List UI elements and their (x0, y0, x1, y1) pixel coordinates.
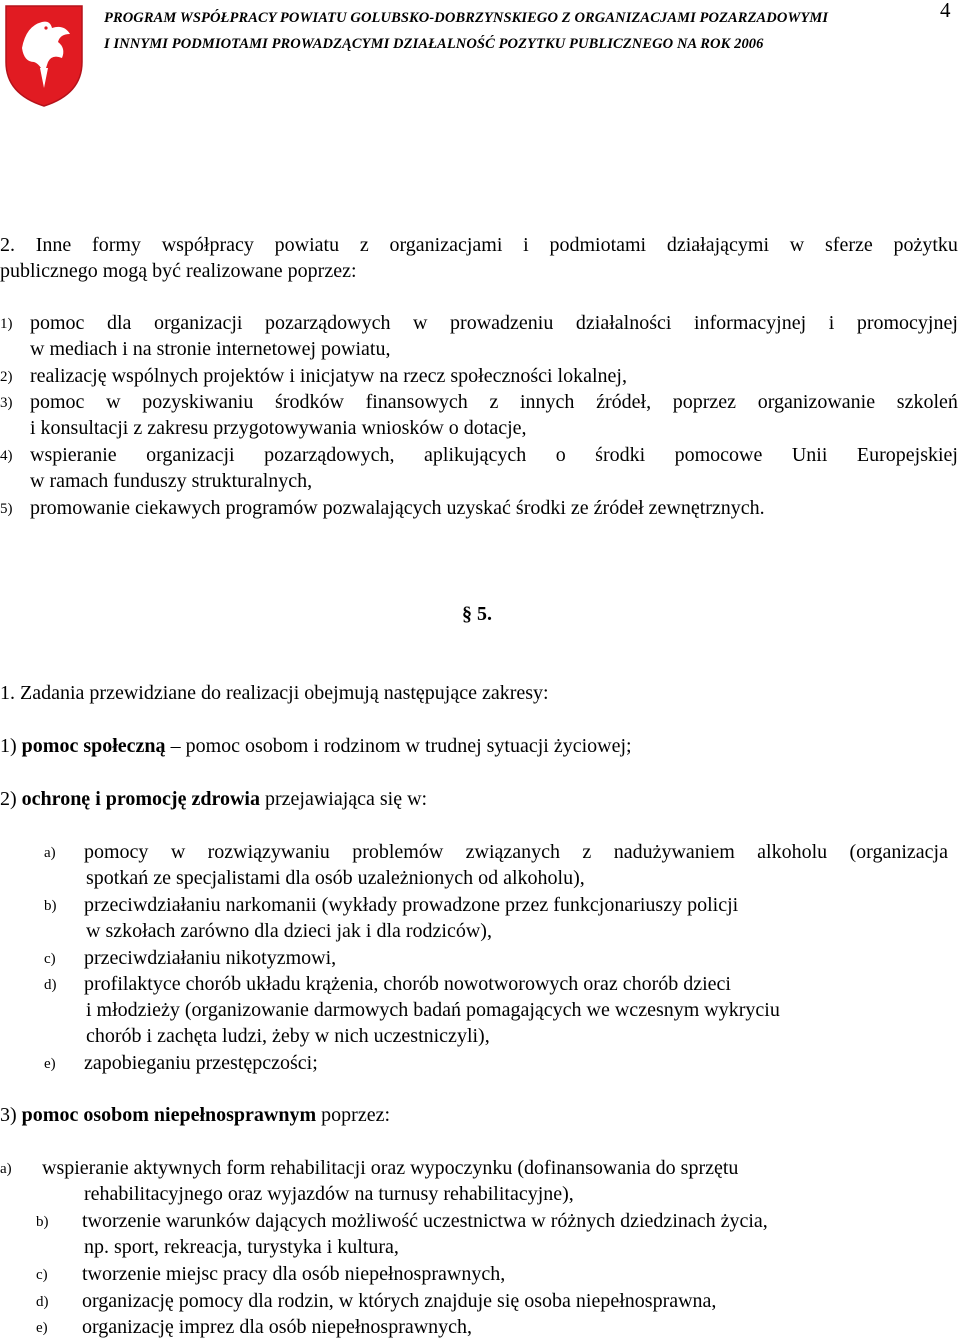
section5-intro: 1. Zadania przewidziane do realizacji obejmują następujące zakresy: (0, 682, 549, 704)
intro-paragraph-line2: publicznego mogą być realizowane poprzez: (0, 260, 357, 282)
sub-item-d-line2: i młodzieży (organizowanie darmowych badań pomagających we wczesnym wykryciu (86, 999, 780, 1021)
list-item-number: 3) (0, 395, 13, 411)
sub-item-d-line1: organizację pomocy dla rodzin, w których znajduje się osoba niepełnosprawna, (82, 1290, 717, 1312)
sub-item-letter: b) (36, 1214, 49, 1230)
sub-item-b-line2: np. sport, rekreacja, turystyka i kultura, (84, 1236, 399, 1258)
sub-item-letter: d) (36, 1294, 49, 1310)
area-title: pomoc społeczną (21, 735, 166, 757)
sub-item-a-line1: pomocy w rozwiązywaniu problemów związanych z nadużywaniem alkoholu (organizacja (84, 841, 948, 863)
area-description: przejawiająca się w: (259, 788, 428, 810)
sub-item-e-line1: organizację imprez dla osób niepełnosprawnych, (82, 1316, 473, 1338)
sub-item-d-line3: chorób i zachęta ludzi, żeby w nich uczestniczyli), (86, 1025, 490, 1047)
list-item-3-line1: pomoc w pozyskiwaniu środków finansowych z innych źródeł, poprzez organizowanie szkoleń (30, 391, 958, 413)
header-title-line2: I INNYMI PODMIOTAMI PROWADZĄCYMI DZIAŁALNOŚĆ POZYTKU PUBLICZNEGO NA ROK 2006 (104, 36, 764, 52)
sub-item-letter: c) (44, 951, 56, 967)
coat-of-arms-icon (4, 4, 84, 113)
area-description: poprzez: (316, 1104, 391, 1126)
intro-paragraph-line1: 2. Inne formy współpracy powiatu z organizacjami i podmiotami działającymi w sferze pożytku (0, 234, 958, 256)
sub-item-letter: e) (36, 1320, 48, 1336)
sub-item-b-line1: przeciwdziałaniu narkomanii (wykłady prowadzone przez funkcjonariuszy policji (84, 894, 739, 916)
sub-item-e-line1: zapobieganiu przestępczości; (84, 1052, 318, 1074)
list-item-3-line2: i konsultacji z zakresu przygotowywania wniosków o dotacje, (30, 417, 527, 439)
page-number: 4 (940, 0, 951, 22)
sub-item-letter: b) (44, 898, 57, 914)
area-1 (0, 733, 632, 759)
list-item-5-line1: promowanie ciekawych programów pozwalających uzyskać środki ze źródeł zewnętrznych. (30, 497, 765, 519)
list-item-number: 4) (0, 448, 13, 464)
list-item-1-line1: pomoc dla organizacji pozarządowych w prowadzeniu działalności informacyjnej i promocyjnej (30, 312, 958, 334)
area-description: – pomoc osobom i rodzinom w trudnej sytuacji życiowej; (165, 735, 632, 757)
sub-item-b-line1: tworzenie warunków dających możliwość uczestnictwa w różnych dziedzinach życia, (82, 1210, 768, 1232)
list-item-4-line2: w ramach funduszy strukturalnych, (30, 470, 313, 492)
sub-item-a-line2: spotkań ze specjalistami dla osób uzależnionych od alkoholu), (86, 867, 585, 889)
sub-item-c-line1: tworzenie miejsc pracy dla osób niepełnosprawnych, (82, 1263, 506, 1285)
area-3 (0, 1102, 390, 1128)
list-item-number: 5) (0, 501, 13, 517)
sub-item-letter: a) (44, 845, 56, 861)
list-item-4-line1: wspieranie organizacji pozarządowych, aplikujących o środki pomocowe Unii Europejskiej (30, 444, 958, 466)
sub-item-c-line1: przeciwdziałaniu nikotyzmowi, (84, 947, 337, 969)
area-title: ochronę i promocję zdrowia (21, 788, 260, 810)
list-item-number: 2) (0, 369, 13, 385)
sub-item-letter: a) (0, 1161, 12, 1177)
list-item-1-line2: w mediach i na stronie internetowej powiatu, (30, 338, 391, 360)
area-number: 3) (0, 1104, 17, 1126)
list-item-number: 1) (0, 316, 13, 332)
sub-item-d-line1: profilaktyce chorób układu krążenia, chorób nowotworowych oraz chorób dzieci (84, 973, 731, 995)
header-title-line1: PROGRAM WSPÓŁPRACY POWIATU GOLUBSKO-DOBRZYNSKIEGO Z ORGANIZACJAMI POZARZADOWYMI (104, 10, 829, 26)
area-number: 2) (0, 788, 17, 810)
sub-item-letter: e) (44, 1056, 56, 1072)
section-heading: § 5. (462, 603, 492, 625)
sub-item-letter: d) (44, 977, 57, 993)
sub-item-letter: c) (36, 1267, 48, 1283)
sub-item-a-line1: wspieranie aktywnych form rehabilitacji oraz wypoczynku (dofinansowania do sprzętu (42, 1157, 739, 1179)
area-title: pomoc osobom niepełnosprawnym (21, 1104, 317, 1126)
area-number: 1) (0, 735, 17, 757)
list-item-2-line1: realizację wspólnych projektów i inicjatyw na rzecz społeczności lokalnej, (30, 365, 627, 387)
sub-item-b-line2: w szkołach zarówno dla dzieci jak i dla rodziców), (86, 920, 492, 942)
area-2 (0, 786, 427, 812)
sub-item-a-line2: rehabilitacyjnego oraz wyjazdów na turnusy rehabilitacyjne), (84, 1183, 574, 1205)
